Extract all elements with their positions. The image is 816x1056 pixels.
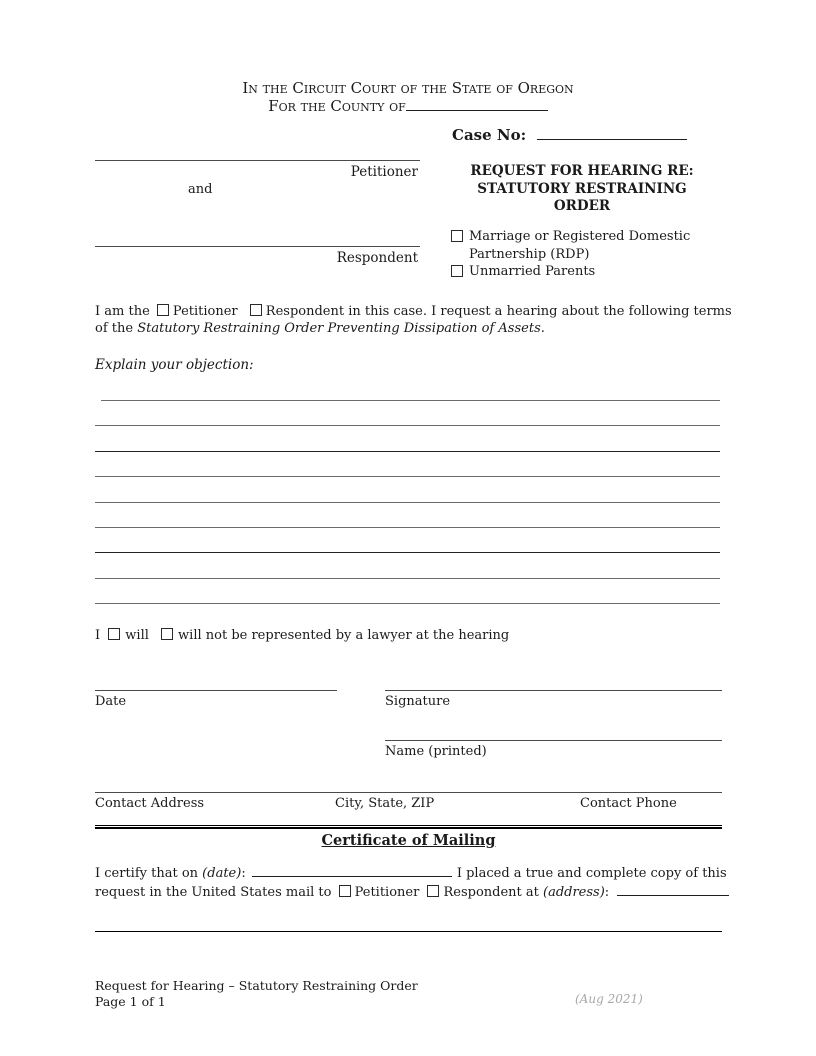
certificate-paragraph xyxy=(95,864,735,901)
date-placeholder: (date) xyxy=(202,866,242,881)
date-line[interactable] xyxy=(95,690,337,691)
lawyer-will-label: will xyxy=(125,628,149,643)
lawyer-representation-row xyxy=(95,628,509,643)
marriage-rdp-label-line1: Marriage or Registered Domestic xyxy=(469,229,691,244)
intro-respondent-rest: Respondent in this case. I request a hearing about the following terms xyxy=(265,304,732,319)
form-title-line1: REQUEST FOR HEARING RE: xyxy=(470,163,694,179)
county-blank[interactable] xyxy=(406,98,548,111)
county-heading xyxy=(0,97,816,115)
certify-request: request in the United States mail to xyxy=(95,884,332,900)
intro-line1 xyxy=(95,303,735,320)
petitioner-name-line[interactable] xyxy=(95,160,420,161)
case-no-blank[interactable] xyxy=(537,127,687,140)
objection-line-2[interactable] xyxy=(95,425,720,426)
respondent-checkbox[interactable] xyxy=(250,304,262,316)
petitioner-label: Petitioner xyxy=(350,164,418,180)
unmarried-parents-label: Unmarried Parents xyxy=(469,264,596,279)
intro-period: . xyxy=(540,321,545,336)
intro-paragraph xyxy=(95,303,735,337)
lawyer-i: I xyxy=(95,628,101,643)
date-label: Date xyxy=(95,694,127,709)
footer-revision-date: (Aug 2021) xyxy=(575,992,643,1006)
cert-respondent-at: Respondent at xyxy=(443,884,543,900)
certify-colon2: : xyxy=(604,884,610,900)
intro-of-the: of the xyxy=(95,321,138,336)
case-type-option-marriage xyxy=(451,228,721,263)
will-not-checkbox[interactable] xyxy=(161,628,173,640)
objection-line-5[interactable] xyxy=(95,502,720,503)
printed-name-line[interactable] xyxy=(385,740,722,741)
marriage-rdp-checkbox[interactable] xyxy=(451,230,463,242)
footer-doc-title: Request for Hearing – Statutory Restraining Order xyxy=(95,978,418,993)
lawyer-will-not-rest: will not be represented by a lawyer at the hearing xyxy=(178,628,510,643)
section-divider-rule xyxy=(95,825,722,829)
objection-line-8[interactable] xyxy=(95,578,720,579)
respondent-name-line[interactable] xyxy=(95,246,420,247)
page-footer xyxy=(95,978,418,1009)
intro-line2 xyxy=(95,320,735,337)
will-checkbox[interactable] xyxy=(108,628,120,640)
respondent-label: Respondent xyxy=(336,250,418,266)
address-continuation-line[interactable] xyxy=(95,931,722,932)
city-state-zip-label: City, State, ZIP xyxy=(335,796,435,811)
cert-address-blank[interactable] xyxy=(617,883,729,896)
unmarried-parents-checkbox[interactable] xyxy=(451,265,463,277)
intro-petitioner-label: Petitioner xyxy=(172,304,238,319)
certify-pre: I certify that on xyxy=(95,866,203,881)
objection-line-9[interactable] xyxy=(95,603,720,604)
marriage-rdp-label-line2: Partnership (RDP) xyxy=(469,246,590,262)
explain-objection-label: Explain your objection: xyxy=(95,357,254,373)
order-name-italic: Statutory Restraining Order Preventing Dissipation of Assets xyxy=(137,321,541,336)
certificate-heading: Certificate of Mailing xyxy=(321,832,496,849)
case-type-option-unmarried xyxy=(451,263,721,281)
signature-line[interactable] xyxy=(385,690,722,691)
petitioner-checkbox[interactable] xyxy=(157,304,169,316)
footer-page-info: Page 1 of 1 xyxy=(95,993,166,1009)
and-label: and xyxy=(188,182,213,197)
mail-petitioner-checkbox[interactable] xyxy=(339,885,351,897)
case-type-options xyxy=(451,228,721,281)
signature-label: Signature xyxy=(385,694,451,709)
mail-respondent-checkbox[interactable] xyxy=(427,885,439,897)
intro-i-am-the: I am the xyxy=(95,304,150,319)
objection-line-4[interactable] xyxy=(95,476,720,477)
printed-name-label: Name (printed) xyxy=(385,744,487,759)
contact-line[interactable] xyxy=(95,792,722,793)
certify-placed: I placed a true and complete copy of this xyxy=(456,866,727,881)
contact-address-label: Contact Address xyxy=(95,796,205,811)
form-title-line2: STATUTORY RESTRAINING xyxy=(477,180,687,197)
objection-line-7[interactable] xyxy=(95,552,720,553)
case-number-row xyxy=(452,126,687,144)
objection-line-3[interactable] xyxy=(95,451,720,452)
address-placeholder: (address) xyxy=(543,884,605,900)
court-name-heading: In the Circuit Court of the State of Oregon xyxy=(242,79,574,97)
cert-date-blank[interactable] xyxy=(252,864,452,877)
form-title-line3: ORDER xyxy=(553,198,611,214)
contact-phone-label: Contact Phone xyxy=(580,796,677,811)
certificate-line1 xyxy=(95,864,735,883)
case-no-label: Case No: xyxy=(452,126,527,144)
certify-colon1: : xyxy=(241,866,246,881)
form-title xyxy=(443,163,721,216)
certificate-line2 xyxy=(95,883,735,902)
county-prefix: For the County of xyxy=(268,97,406,115)
objection-line-6[interactable] xyxy=(95,527,720,528)
cert-petitioner-label: Petitioner xyxy=(354,884,420,900)
objection-line-1[interactable] xyxy=(101,400,720,401)
